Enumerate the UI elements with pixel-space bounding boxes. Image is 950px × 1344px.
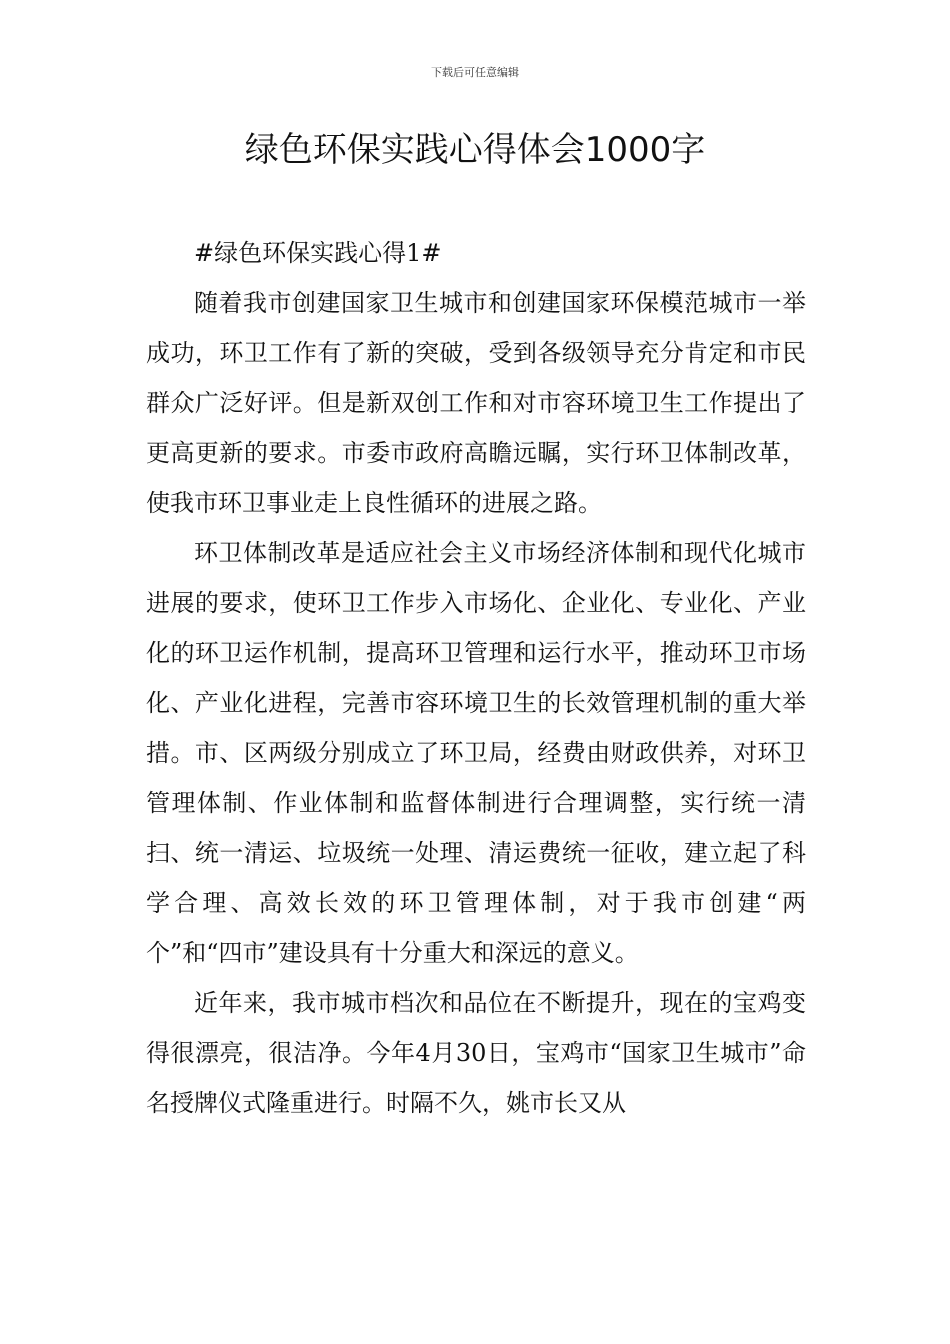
document-body: [146, 228, 806, 1128]
paragraph-3: 近年来，我市城市档次和品位在不断提升，现在的宝鸡变得很漂亮，很洁净。今年4月30日，宝鸡市“国家卫生城市”命名授牌仪式隆重进行。时隔不久，姚市长又从: [146, 989, 806, 1117]
header-note: 下载后可任意编辑: [431, 66, 519, 79]
paragraph-1: 随着我市创建国家卫生城市和创建国家环保模范城市一举成功，环卫工作有了新的突破，受到各级领导充分肯定和市民群众广泛好评。但是新双创工作和对市容环境卫生工作提出了更高更新的要求。市委市政府高瞻远瞩，实行环卫体制改革，使我市环卫事业走上良性循环的进展之路。: [146, 289, 806, 517]
paragraph-2: 环卫体制改革是适应社会主义市场经济体制和现代化城市进展的要求，使环卫工作步入市场化、企业化、专业化、产业化的环卫运作机制，提高环卫管理和运行水平，推动环卫市场化、产业化进程，完善市容环境卫生的长效管理机制的重大举措。市、区两级分别成立了环卫局，经费由财政供养，对环卫管理体制、作业体制和监督体制进行合理调整，实行统一清扫、统一清运、垃圾统一处理、清运费统一征收，建立起了科学合理、高效长效的环卫管理体制，对于我市创建“两个”和“四市”建设具有十分重大和深远的意义。: [146, 539, 806, 967]
document-title: 绿色环保实践心得体会1000字: [244, 130, 706, 170]
section-heading: #绿色环保实践心得1#: [194, 239, 442, 267]
